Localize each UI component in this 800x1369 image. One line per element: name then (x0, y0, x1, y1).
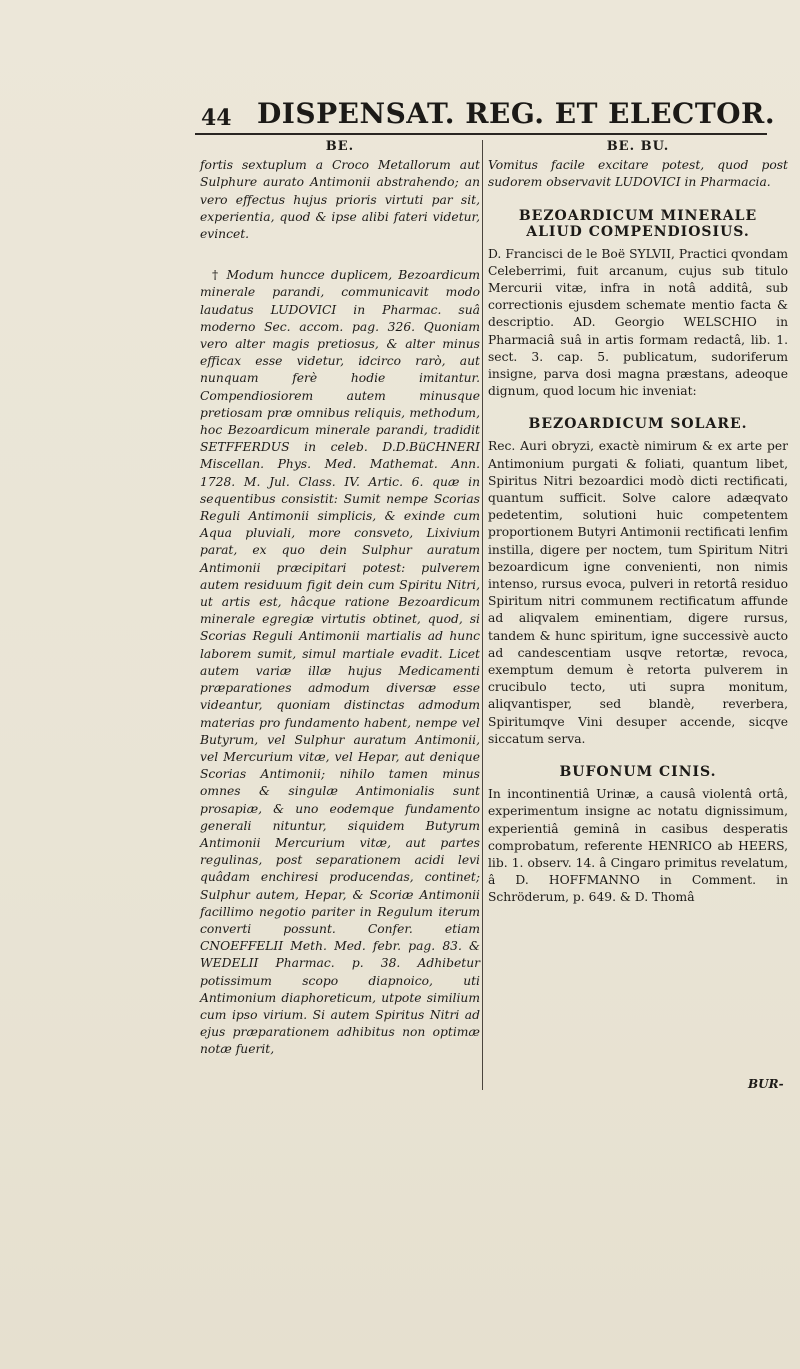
right-para-1: Vomitus facile excitare potest, quod post sudorem observavit LUDOVICI in Pharmacia. (488, 158, 788, 190)
page-number: 44 (201, 105, 232, 131)
heading-bezoardicum-solare: BEZOARDICUM SOLARE. (528, 416, 748, 433)
right-para-2: D. Francisci de le Boë SYLVII, Practici qvondam Celeberrimi, fuit arcanum, cujus sub titulo Mercurii vitæ, infra in notâ additâ, sub correctionis ejusdem schemate mentio facta & descriptio. AD. Georgio WELSCHIO in Pharmaciâ suâ in artis formam redactâ, lib. 1. sect. 3. cap. 5. publicatum, sudoriferum insigne, parva dosi magna præstans, adeoque dignum, quod locum hic inveniat: (488, 246, 788, 399)
page-header (185, 97, 776, 133)
left-para-2 (200, 267, 480, 1058)
heading-bufonum-cinis: BUFONUM CINIS. (559, 764, 717, 781)
right-para-4: In incontinentiâ Urinæ, a causâ violentâ ortâ, experimentum insigne ac notatu dignissimum, experientiâ geminâ in casibus desperatis comprobatum, referente HENRICO ab HEERS, lib. 1. observ. 14. â Cingaro primitus revelatum, â D. HOFFMANNO in Comment. in Schröderum, p. 649. & D. Thomâ (488, 787, 788, 905)
running-title: DISPENSAT. REG. ET ELECTOR. (257, 97, 776, 130)
catchword: BUR- (748, 1077, 784, 1091)
header-rule (195, 133, 767, 135)
right-para-3: Rec. Auri obryzi, exactè nimirum & ex arte per Antimonium purgati & foliati, quantum libet, Spiritus Nitri bezoardici modò dicti rectificati, quantum sufficit. Solve calore adæqvato pedetentim, solutioni huic competentem proportionem Butyri Antimonii rectificati lenfim instilla, digere per noctem, tum Spiritum Nitri bezoardicum igne convenienti, non nimis intenso, rursus evoca, pulveri in retortâ residuo Spiritum nitri communem rectificatum affunde ad aliqvalem eminentiam, digere rursus, tandem & hunc spiritum, igne successivè aucto ad candescentiam usqve retortæ, revoca, exemptum demum è retorta pulverem in crucibulo tecto, uti supra monitum, aliqvantisper, sed blandè, reverbera, Spiritumqve Vini desuper accende, sicqve siccatum serva. (488, 439, 788, 746)
left-column (200, 138, 480, 1059)
right-column-catch-heading: BE. BU. (606, 139, 670, 154)
heading-line-2: ALIUD COMPENDIOSIUS. (526, 223, 750, 240)
left-column-catch-heading: BE. (325, 139, 355, 154)
dagger-mark: † (212, 268, 221, 283)
heading-bezoardicum-minerale (488, 208, 788, 240)
right-column (488, 138, 788, 907)
column-divider (482, 140, 483, 1090)
spacer (200, 243, 480, 267)
left-para-1: fortis sextuplum a Croco Metallorum aut Sulphure aurato Antimonii abstrahendo; an vero effectus hujus prioris virtuti par sit, experientia, quod & ipse alibi fateri videtur, evincet. (200, 158, 480, 242)
heading-line-1: BEZOARDICUM MINERALE (518, 207, 758, 224)
left-para-2-text: Modum huncce duplicem, Bezoardicum minerale parandi, communicavit modo laudatus LUDOVICI in Pharmac. suâ moderno Sec. accom. pag. 326. Quoniam vero alter magis pretiosus, & alter minus efficax esse videtur, idcirco rarò, aut nunquam ferè hodie imitantur. Compendiosiorem autem minusque pretiosam præ omnibus reliquis, methodum, hoc Bezoardicum minerale parandi, tradidit SETFFERDUS in celeb. D.D.BüCHNERI Miscellan. Phys. Med. Mathemat. Ann. 1728. M. Jul. Class. IV. Artic. 6. quæ in sequentibus consistit: Sumit nempe Scorias Reguli Antimonii simplicis, & exinde cum Aqua pluviali, more consveto, Lixivium parat, ex quo dein Sulphur auratum Antimonii præcipitari potest: pulverem autem residuum figit dein cum Spiritu Nitri, ut artis est, hâcque ratione Bezoardicum minerale egregiæ virtutis obtinet, quod, si Scorias Reguli Antimonii martialis ad hunc laborem sumit, simul martiale evadit. Licet autem variæ illæ hujus Medicamenti præparationes admodum diversæ esse videantur, quoniam distinctas admodum materias pro fundamento habent, nempe vel Butyrum, vel Sulphur auratum Antimonii, vel Mercurium vitæ, vel Hepar, aut denique Scorias Antimonii; nihilo tamen minus omnes & singulæ Antimonialis sunt prosapiæ, & uno eodemque fundamento generali nituntur, siquidem Butyrum Antimonii Mercurium vitæ, aut partes regulinas, post separationem acidi levi quâdam enchiresi producendas, continet; Sulphur autem, Hepar, & Scoriæ Antimonii facillimo negotio pariter in Regulum iterum converti possunt. Confer. etiam CNOEFFELII Meth. Med. febr. pag. 83. & WEDELII Pharmac. p. 38. Adhibetur potissimum scopo diapnoico, uti Antimonium diaphoreticum, utpote similium cum ipso virium. Si autem Spiritus Nitri ad ejus præparationem adhibitus non optimæ notæ fuerit, (200, 268, 480, 1057)
